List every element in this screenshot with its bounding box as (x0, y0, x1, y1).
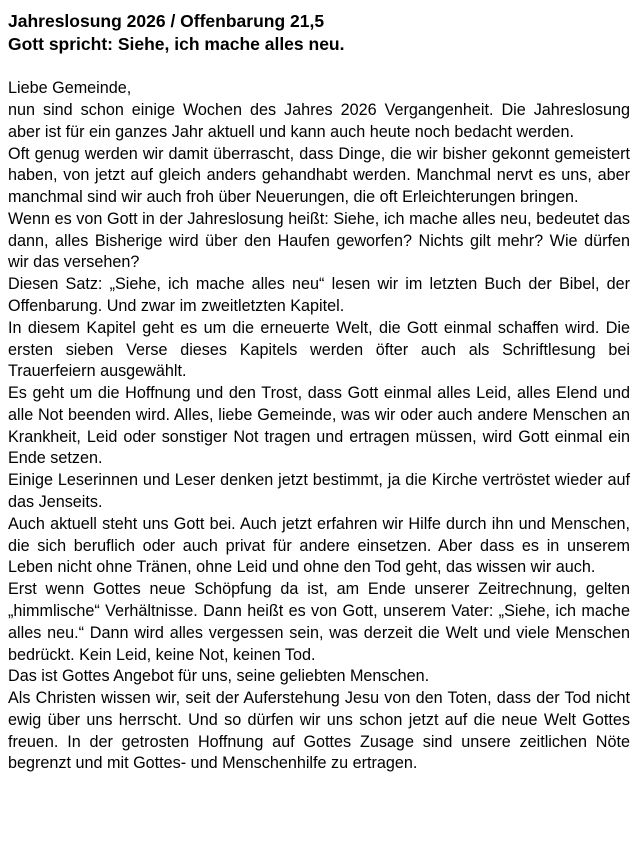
heading-line-2: Gott spricht: Siehe, ich mache alles neu. (8, 34, 345, 55)
document-body (8, 78, 630, 775)
paragraph: In diesem Kapitel geht es um die erneuerte Welt, die Gott einmal schaffen wird. Die ersten sieben Verse dieses Kapitels werden öfter auch als Schriftlesung bei Trauerfeiern ausgewählt. (8, 318, 630, 381)
paragraph: Wenn es von Gott in der Jahreslosung heißt: Siehe, ich mache alles neu, bedeutet das dann, alles Bisherige wird über den Haufen geworfen? Nichts gilt mehr? Wie dürfen wir das versehen? (8, 209, 630, 272)
paragraph: Erst wenn Gottes neue Schöpfung da ist, am Ende unserer Zeitrechnung, gelten „himmlische“ Verhältnisse. Dann heißt es von Gott, unserem Vater: „Siehe, ich mache alles neu.“ Dann wird alles vergessen sein, was derzeit die Welt und viele Menschen bedrückt. Kein Leid, keine Not, keinen Tod. (8, 580, 630, 664)
paragraph: Oft genug werden wir damit überrascht, dass Dinge, die wir bisher gekonnt gemeistert haben, von jetzt auf gleich anders gehandhabt werden. Manchmal nervt es uns, aber manchmal sind wir auch froh über Neuerungen, die oft Erleichterungen bringen. (8, 144, 630, 207)
paragraph-salutation: Liebe Gemeinde, (8, 79, 132, 98)
paragraph: Einige Leserinnen und Leser denken jetzt bestimmt, ja die Kirche vertröstet wieder auf das Jenseits. (8, 471, 630, 512)
paragraph: Diesen Satz: „Siehe, ich mache alles neu“ lesen wir im letzten Buch der Bibel, der Offenbarung. Und zwar im zweitletzten Kapitel. (8, 275, 630, 315)
document-heading (8, 10, 630, 56)
heading-line-1: Jahreslosung 2026 / Offenbarung 21,5 (8, 11, 325, 31)
paragraph: Das ist Gottes Angebot für uns, seine geliebten Menschen. (8, 667, 430, 686)
paragraph: Auch aktuell steht uns Gott bei. Auch jetzt erfahren wir Hilfe durch ihn und Menschen, die sich beruflich oder auch privat für andere einsetzen. Aber dass es in unserem Leben nicht ohne Tränen, ohne Leid und ohne den Tod geht, das wissen wir auch. (8, 514, 630, 577)
paragraph: Als Christen wissen wir, seit der Auferstehung Jesu von den Toten, dass der Tod nicht ewig über uns herrscht. Und so dürfen wir uns schon jetzt auf die neue Welt Gottes freuen. In der getrosten Hoffnung auf Gottes Zusage sind unsere zeitlichen Nöte begrenzt und mit Gottes- und Menschenhilfe zu ertragen. (8, 689, 630, 773)
paragraph: Es geht um die Hoffnung und den Trost, dass Gott einmal alles Leid, alles Elend und alle Not beenden wird. Alles, liebe Gemeinde, was wir oder auch andere Menschen an Krankheit, Leid oder sonstiger Not tragen und ertragen müssen, wird Gott einmal ein Ende setzen. (8, 384, 630, 468)
paragraph: nun sind schon einige Wochen des Jahres 2026 Vergangenheit. Die Jahreslosung aber ist für ein ganzes Jahr aktuell und kann auch heute noch bedacht werden. (8, 100, 630, 141)
